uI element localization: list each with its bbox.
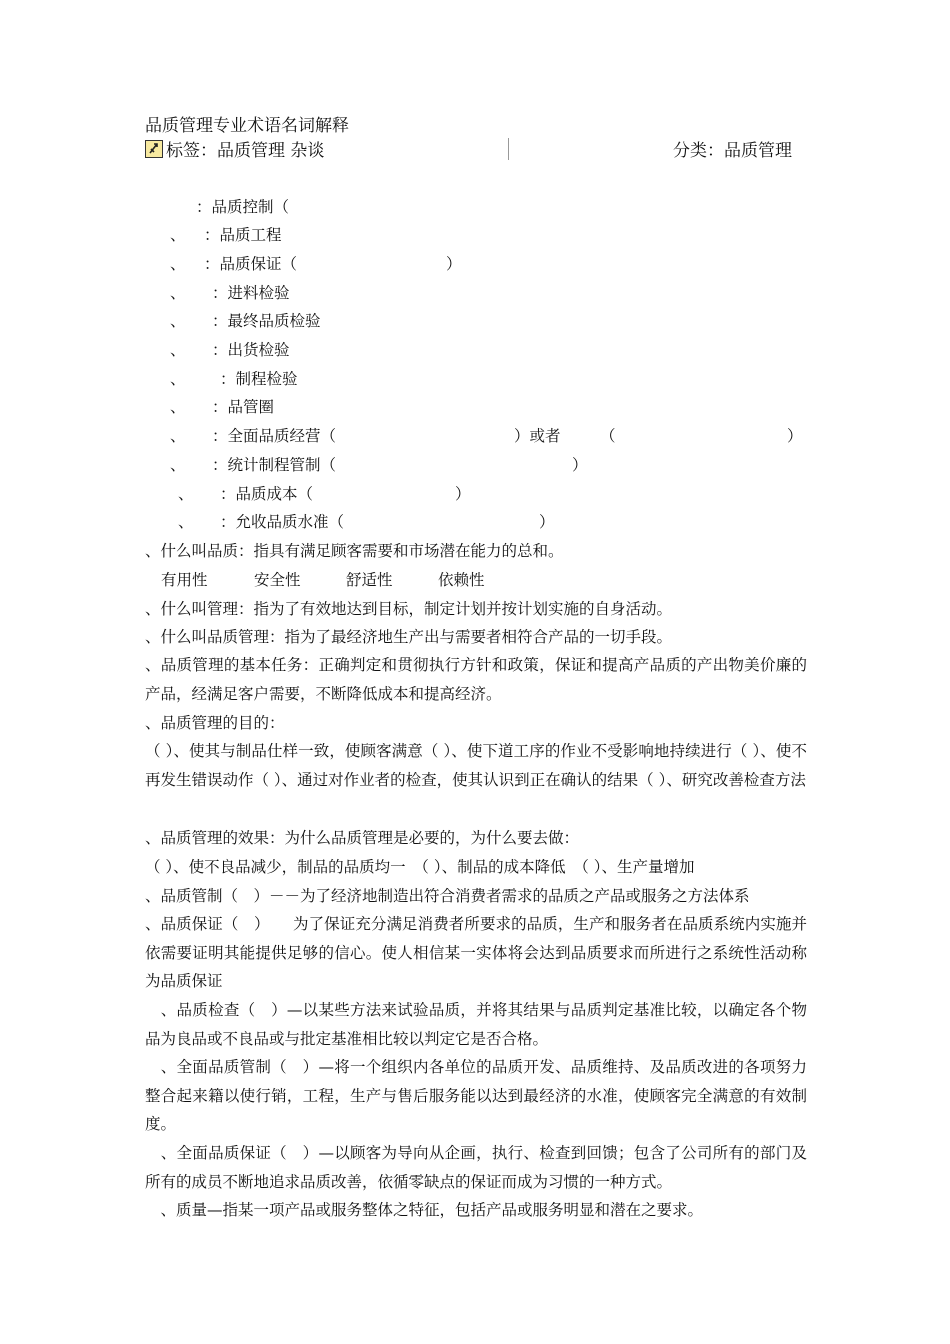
item-close-paren: ） [539, 513, 555, 531]
header-separator [508, 138, 509, 160]
page-title: 品质管理专业术语名词解释 [145, 116, 349, 136]
item-number: 、 [178, 485, 194, 503]
item-label: ：出货检验 [212, 341, 290, 359]
item-number: 、 [170, 427, 186, 445]
item-label: ：最终品质检验 [212, 312, 321, 330]
item-close-paren: ） [455, 485, 471, 503]
item-label: ：品质成本（ [220, 485, 314, 503]
basic-tasks-paragraph: 、品质管理的基本任务：正确判定和贯彻执行方针和政策，保证和提高产品质的产出物美价廉的产品，经满足客户需要，不断降低成本和提高经济。 [145, 656, 807, 703]
item-close-paren: ） [446, 255, 462, 273]
property-item: 有用性 [161, 571, 208, 589]
item-number: 、 [178, 513, 194, 531]
item-close-paren: ） [787, 427, 803, 445]
item-label: ：进料检验 [212, 284, 290, 302]
inspection-paragraph: 、品质检查（ ）—以某些方法来试验品质，并将其结果与品质判定基准比较，以确定各个物品为良品或不良品或与批定基准相比较以判定它是否合格。 [145, 1001, 807, 1048]
item-label: ：允收品质水准（ [220, 513, 345, 531]
qa-paragraph: 、品质保证（ ） 为了保证充分满足消费者所要求的品质，生产和服务者在品质系统内实施并依需要证明其能提供足够的信心。使人相信某一实体将会达到品质要求而所进行之系统性活动称为品质保证 [145, 915, 807, 991]
item-label: ：全面品质经营（ [212, 427, 337, 445]
item-number: 、 [170, 341, 186, 359]
tag-icon [145, 140, 163, 158]
item-number: 、 [170, 284, 186, 302]
item-number: 、 [170, 370, 186, 388]
item-label: ：品质控制（ [196, 198, 290, 216]
item-number: 、 [170, 312, 186, 330]
item-number: 、 [170, 226, 186, 244]
item-number: 、 [170, 456, 186, 474]
definition-quality-management: 、什么叫品质管理：指为了最经济地生产出与需要者相符合产品的一切手段。 [145, 628, 673, 646]
category-label[interactable]: 分类：品质管理 [673, 141, 792, 161]
qc-definition: 、品质管制（ ）－－为了经济地制造出符合消费者需求的品质之产品或服务之方法体系 [145, 887, 750, 905]
item-label: ：品质工程 [204, 226, 282, 244]
tqa-paragraph: 、全面品质保证（ ）—以顾客为导向从企画，执行、检查到回馈；包含了公司所有的部门及所有的成员不断地追求品质改善，依循零缺点的保证而成为习惯的一种方式。 [145, 1144, 807, 1191]
property-item: 依赖性 [438, 571, 485, 589]
item-label: ：品质保证（ [204, 255, 298, 273]
item-label: ：制程检验 [220, 370, 298, 388]
property-item: 舒适性 [346, 571, 393, 589]
item-number: 、 [170, 255, 186, 273]
tqc-paragraph: 、全面品质管制（ ）—将一个组织内各单位的品质开发、品质维持、及品质改进的各项努力整合起来籍以使行销，工程，生产与售后服务能以达到最经济的水准，使顾客完全满意的有效制度。 [145, 1058, 807, 1134]
item-close-paren: ） [572, 456, 588, 474]
item-label: ：品管圈 [212, 398, 275, 416]
property-item: 安全性 [254, 571, 301, 589]
definition-management: 、什么叫管理：指为了有效地达到目标，制定计划并按计划实施的自身活动。 [145, 600, 673, 618]
item-open-paren: （ [600, 427, 616, 445]
quality-definition-paragraph: 、质量—指某一项产品或服务整体之特征，包括产品或服务明显和潜在之要求。 [145, 1201, 704, 1219]
purpose-heading: 、品质管理的目的： [145, 714, 285, 732]
tags-label[interactable]: 标签：品质管理 杂谈 [166, 141, 325, 161]
item-label: ：统计制程管制（ [212, 456, 337, 474]
effects-heading: 、品质管理的效果：为什么品质管理是必要的，为什么要去做： [145, 829, 580, 847]
item-or-text: ）或者 [514, 427, 561, 445]
purpose-paragraph: （ ）、使其与制品仕样一致，使顾客满意（ ）、使下道工序的作业不受影响地持续进行（ ）、使不再发生错误动作（ ）、通过对作业者的检查，使其认识到正在确认的结果（ ）、研究改善检查方法 [145, 742, 807, 789]
definition-quality: 、什么叫品质：指具有满足顾客需要和市场潜在能力的总和。 [145, 542, 564, 560]
item-number: 、 [170, 398, 186, 416]
effects-list: （ ）、使不良品减少，制品的品质均一 （ ）、制品的成本降低 （ ）、生产量增加 [145, 858, 695, 876]
